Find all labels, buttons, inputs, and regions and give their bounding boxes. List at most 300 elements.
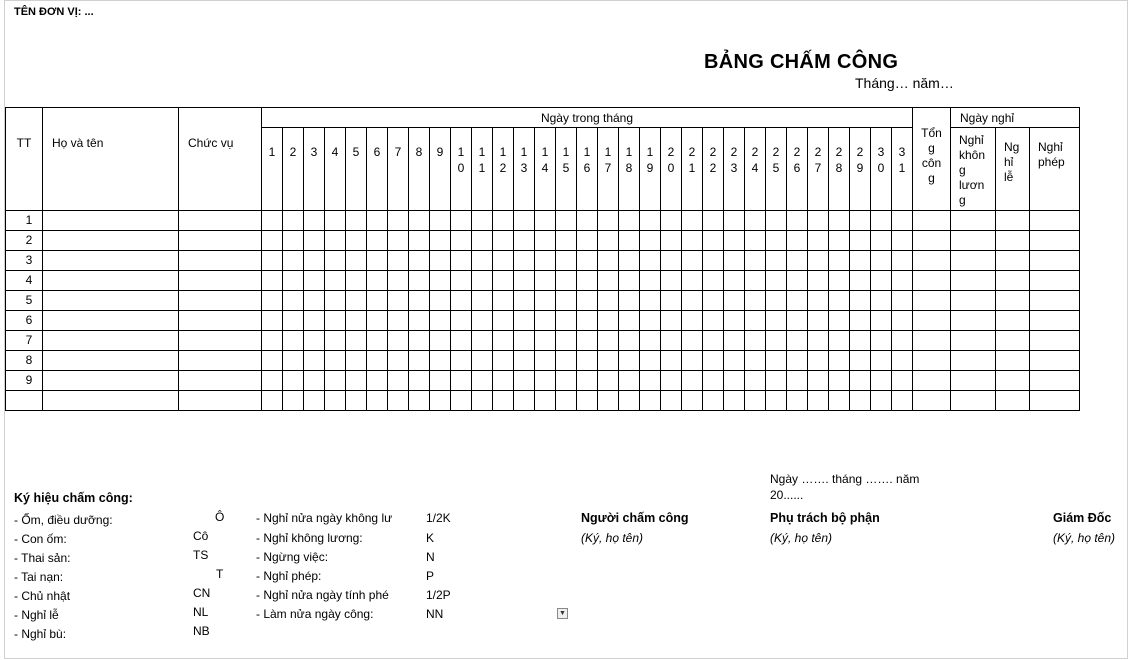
table-cell[interactable]	[450, 210, 472, 231]
table-cell[interactable]	[42, 350, 179, 371]
table-cell[interactable]	[345, 250, 367, 271]
table-cell[interactable]	[660, 230, 682, 251]
table-cell[interactable]	[42, 290, 179, 311]
table-cell[interactable]	[576, 310, 598, 331]
table-cell[interactable]	[597, 270, 619, 291]
table-cell[interactable]	[366, 210, 388, 231]
table-cell[interactable]	[702, 330, 724, 351]
table-cell[interactable]	[303, 390, 325, 411]
table-cell[interactable]	[786, 370, 808, 391]
table-cell[interactable]	[178, 330, 262, 351]
table-cell[interactable]	[870, 270, 892, 291]
table-cell[interactable]	[1029, 270, 1080, 291]
table-cell[interactable]	[681, 390, 703, 411]
table-cell[interactable]	[492, 350, 514, 371]
table-cell[interactable]	[681, 270, 703, 291]
table-cell[interactable]	[471, 370, 493, 391]
table-cell[interactable]	[618, 290, 640, 311]
table-cell[interactable]	[765, 310, 787, 331]
table-cell[interactable]	[534, 270, 556, 291]
table-cell[interactable]	[870, 370, 892, 391]
table-cell[interactable]	[261, 390, 283, 411]
table-cell[interactable]	[744, 210, 766, 231]
table-cell[interactable]	[471, 210, 493, 231]
table-cell[interactable]	[534, 250, 556, 271]
table-cell[interactable]	[576, 230, 598, 251]
table-cell[interactable]	[660, 390, 682, 411]
table-cell[interactable]	[639, 310, 661, 331]
table-cell[interactable]	[618, 370, 640, 391]
table-cell[interactable]	[681, 250, 703, 271]
table-cell[interactable]	[1029, 390, 1080, 411]
table-cell[interactable]	[950, 270, 996, 291]
table-cell[interactable]	[534, 210, 556, 231]
table-cell[interactable]	[702, 250, 724, 271]
table-cell[interactable]	[366, 230, 388, 251]
table-cell[interactable]	[681, 290, 703, 311]
table-cell[interactable]	[786, 230, 808, 251]
table-cell[interactable]	[950, 310, 996, 331]
table-cell[interactable]	[765, 370, 787, 391]
table-cell[interactable]	[995, 390, 1030, 411]
table-cell[interactable]	[534, 350, 556, 371]
table-cell[interactable]	[702, 370, 724, 391]
table-cell[interactable]	[639, 210, 661, 231]
table-cell[interactable]	[387, 390, 409, 411]
table-cell[interactable]	[912, 270, 951, 291]
table-cell[interactable]	[513, 250, 535, 271]
table-cell[interactable]	[765, 350, 787, 371]
table-cell[interactable]	[807, 370, 829, 391]
table-cell[interactable]	[639, 270, 661, 291]
table-cell[interactable]	[639, 390, 661, 411]
table-cell[interactable]	[471, 350, 493, 371]
table-cell[interactable]	[807, 390, 829, 411]
table-cell[interactable]	[282, 270, 304, 291]
table-cell[interactable]	[42, 270, 179, 291]
table-cell[interactable]	[849, 390, 871, 411]
table-cell[interactable]	[387, 290, 409, 311]
table-cell[interactable]	[534, 290, 556, 311]
table-cell[interactable]	[282, 390, 304, 411]
table-cell[interactable]	[387, 270, 409, 291]
table-cell[interactable]	[303, 270, 325, 291]
table-cell[interactable]	[429, 370, 451, 391]
table-cell[interactable]	[786, 250, 808, 271]
table-cell[interactable]	[744, 250, 766, 271]
table-cell[interactable]	[324, 230, 346, 251]
table-cell[interactable]	[303, 250, 325, 271]
table-cell[interactable]	[660, 370, 682, 391]
table-cell[interactable]	[618, 250, 640, 271]
table-cell[interactable]	[849, 270, 871, 291]
table-cell[interactable]	[387, 250, 409, 271]
table-cell[interactable]	[366, 250, 388, 271]
table-cell[interactable]	[597, 330, 619, 351]
table-cell[interactable]	[681, 210, 703, 231]
table-cell[interactable]	[1029, 290, 1080, 311]
table-cell[interactable]	[870, 350, 892, 371]
table-cell[interactable]	[492, 270, 514, 291]
table-cell[interactable]	[408, 210, 430, 231]
table-cell[interactable]	[345, 370, 367, 391]
table-cell[interactable]	[324, 290, 346, 311]
table-cell[interactable]	[744, 350, 766, 371]
table-cell[interactable]	[408, 250, 430, 271]
table-cell[interactable]	[282, 210, 304, 231]
table-cell[interactable]	[912, 290, 951, 311]
table-cell[interactable]	[765, 230, 787, 251]
table-cell[interactable]	[891, 290, 913, 311]
table-cell[interactable]	[744, 390, 766, 411]
table-cell[interactable]	[408, 230, 430, 251]
table-cell[interactable]	[912, 210, 951, 231]
table-cell[interactable]	[555, 330, 577, 351]
table-cell[interactable]	[723, 310, 745, 331]
table-cell[interactable]	[723, 330, 745, 351]
table-cell[interactable]	[786, 330, 808, 351]
table-cell[interactable]	[178, 350, 262, 371]
table-cell[interactable]	[765, 330, 787, 351]
table-cell[interactable]	[597, 390, 619, 411]
table-cell[interactable]	[471, 250, 493, 271]
table-cell[interactable]	[1029, 210, 1080, 231]
table-cell[interactable]	[786, 350, 808, 371]
table-cell[interactable]	[765, 290, 787, 311]
table-cell[interactable]	[828, 230, 850, 251]
table-cell[interactable]	[849, 210, 871, 231]
table-cell[interactable]	[345, 270, 367, 291]
table-cell[interactable]	[807, 270, 829, 291]
table-cell[interactable]	[744, 330, 766, 351]
table-cell[interactable]	[471, 310, 493, 331]
table-cell[interactable]	[366, 350, 388, 371]
table-cell[interactable]	[178, 310, 262, 331]
table-cell[interactable]	[178, 250, 262, 271]
table-cell[interactable]	[723, 230, 745, 251]
table-cell[interactable]	[261, 350, 283, 371]
table-cell[interactable]	[995, 310, 1030, 331]
table-cell[interactable]	[178, 370, 262, 391]
table-cell[interactable]	[513, 330, 535, 351]
table-cell[interactable]	[597, 370, 619, 391]
table-cell[interactable]	[42, 370, 179, 391]
table-cell[interactable]	[534, 310, 556, 331]
dropdown-arrow-icon[interactable]: ▼	[557, 608, 568, 619]
table-cell[interactable]	[42, 310, 179, 331]
table-cell[interactable]	[303, 330, 325, 351]
table-cell[interactable]	[261, 250, 283, 271]
table-cell[interactable]	[849, 330, 871, 351]
table-cell[interactable]	[345, 350, 367, 371]
table-cell[interactable]	[828, 290, 850, 311]
table-cell[interactable]	[618, 390, 640, 411]
table-cell[interactable]	[950, 230, 996, 251]
table-cell[interactable]	[450, 370, 472, 391]
table-cell[interactable]	[492, 230, 514, 251]
table-cell[interactable]	[513, 310, 535, 331]
table-cell[interactable]	[42, 210, 179, 231]
table-cell[interactable]	[345, 210, 367, 231]
table-cell[interactable]	[408, 390, 430, 411]
table-cell[interactable]	[870, 210, 892, 231]
table-cell[interactable]	[282, 290, 304, 311]
table-cell[interactable]	[1029, 230, 1080, 251]
table-cell[interactable]	[995, 250, 1030, 271]
table-cell[interactable]	[807, 210, 829, 231]
table-cell[interactable]	[723, 350, 745, 371]
table-cell[interactable]	[950, 350, 996, 371]
table-cell[interactable]	[555, 210, 577, 231]
table-cell[interactable]	[744, 370, 766, 391]
table-cell[interactable]	[387, 350, 409, 371]
table-cell[interactable]	[324, 330, 346, 351]
table-cell[interactable]	[618, 210, 640, 231]
table-cell[interactable]	[303, 310, 325, 331]
table-cell[interactable]	[702, 390, 724, 411]
table-cell[interactable]	[576, 370, 598, 391]
table-cell[interactable]	[828, 270, 850, 291]
table-cell[interactable]	[303, 210, 325, 231]
table-cell[interactable]	[324, 370, 346, 391]
table-cell[interactable]	[408, 270, 430, 291]
table-cell[interactable]	[42, 330, 179, 351]
table-cell[interactable]	[429, 330, 451, 351]
table-cell[interactable]	[42, 390, 179, 411]
table-cell[interactable]	[849, 370, 871, 391]
table-cell[interactable]	[995, 370, 1030, 391]
table-cell[interactable]	[178, 230, 262, 251]
table-cell[interactable]	[492, 390, 514, 411]
table-cell[interactable]	[261, 270, 283, 291]
table-cell[interactable]	[891, 310, 913, 331]
table-cell[interactable]	[807, 290, 829, 311]
table-cell[interactable]	[513, 270, 535, 291]
table-cell[interactable]	[891, 390, 913, 411]
table-cell[interactable]	[828, 210, 850, 231]
table-cell[interactable]	[555, 350, 577, 371]
table-cell[interactable]	[1029, 310, 1080, 331]
table-cell[interactable]	[408, 310, 430, 331]
table-cell[interactable]	[450, 250, 472, 271]
table-cell[interactable]	[891, 330, 913, 351]
table-cell[interactable]	[849, 290, 871, 311]
table-cell[interactable]	[261, 230, 283, 251]
table-cell[interactable]	[471, 230, 493, 251]
table-cell[interactable]	[660, 210, 682, 231]
table-cell[interactable]	[366, 390, 388, 411]
table-cell[interactable]	[492, 250, 514, 271]
table-cell[interactable]	[807, 230, 829, 251]
table-cell[interactable]	[450, 330, 472, 351]
table-cell[interactable]	[744, 230, 766, 251]
table-cell[interactable]	[282, 370, 304, 391]
table-cell[interactable]	[513, 290, 535, 311]
table-cell[interactable]	[345, 390, 367, 411]
table-cell[interactable]	[1029, 350, 1080, 371]
table-cell[interactable]	[555, 270, 577, 291]
table-cell[interactable]	[387, 330, 409, 351]
table-cell[interactable]	[42, 230, 179, 251]
table-cell[interactable]	[471, 290, 493, 311]
table-cell[interactable]	[492, 330, 514, 351]
table-cell[interactable]	[1029, 250, 1080, 271]
table-cell[interactable]	[723, 250, 745, 271]
table-cell[interactable]	[450, 310, 472, 331]
table-cell[interactable]	[891, 350, 913, 371]
table-cell[interactable]	[912, 310, 951, 331]
table-cell[interactable]	[912, 250, 951, 271]
table-cell[interactable]	[870, 290, 892, 311]
table-cell[interactable]	[950, 210, 996, 231]
table-cell[interactable]	[828, 370, 850, 391]
table-cell[interactable]	[534, 330, 556, 351]
table-cell[interactable]	[324, 210, 346, 231]
table-cell[interactable]	[891, 250, 913, 271]
table-cell[interactable]	[786, 210, 808, 231]
table-cell[interactable]	[660, 270, 682, 291]
table-cell[interactable]	[555, 390, 577, 411]
table-cell[interactable]	[765, 270, 787, 291]
table-cell[interactable]	[576, 210, 598, 231]
table-cell[interactable]	[450, 230, 472, 251]
table-cell[interactable]	[555, 370, 577, 391]
table-cell[interactable]	[618, 350, 640, 371]
table-cell[interactable]	[492, 210, 514, 231]
table-cell[interactable]	[786, 270, 808, 291]
table-cell[interactable]	[429, 390, 451, 411]
table-cell[interactable]	[870, 310, 892, 331]
table-cell[interactable]	[429, 250, 451, 271]
table-cell[interactable]	[723, 270, 745, 291]
table-cell[interactable]	[261, 370, 283, 391]
table-cell[interactable]	[702, 290, 724, 311]
table-cell[interactable]	[744, 310, 766, 331]
table-cell[interactable]	[555, 230, 577, 251]
table-cell[interactable]	[618, 270, 640, 291]
table-cell[interactable]	[408, 370, 430, 391]
table-cell[interactable]	[618, 330, 640, 351]
table-cell[interactable]	[950, 290, 996, 311]
table-cell[interactable]	[261, 290, 283, 311]
table-cell[interactable]	[261, 330, 283, 351]
table-cell[interactable]	[702, 270, 724, 291]
table-cell[interactable]	[534, 230, 556, 251]
table-cell[interactable]	[681, 230, 703, 251]
table-cell[interactable]	[702, 350, 724, 371]
table-cell[interactable]	[387, 230, 409, 251]
table-cell[interactable]	[807, 350, 829, 371]
table-cell[interactable]	[639, 330, 661, 351]
table-cell[interactable]	[324, 390, 346, 411]
table-cell[interactable]	[995, 290, 1030, 311]
table-cell[interactable]	[576, 350, 598, 371]
table-cell[interactable]	[387, 370, 409, 391]
table-cell[interactable]	[324, 310, 346, 331]
table-cell[interactable]	[870, 230, 892, 251]
table-cell[interactable]	[492, 290, 514, 311]
table-cell[interactable]	[513, 230, 535, 251]
table-cell[interactable]	[366, 290, 388, 311]
table-cell[interactable]	[513, 370, 535, 391]
table-cell[interactable]	[723, 210, 745, 231]
table-cell[interactable]	[723, 390, 745, 411]
table-cell[interactable]	[870, 330, 892, 351]
table-cell[interactable]	[408, 330, 430, 351]
table-cell[interactable]	[366, 310, 388, 331]
table-cell[interactable]	[681, 310, 703, 331]
table-cell[interactable]	[303, 290, 325, 311]
table-cell[interactable]	[618, 310, 640, 331]
table-cell[interactable]	[660, 250, 682, 271]
table-cell[interactable]	[849, 350, 871, 371]
table-cell[interactable]	[912, 350, 951, 371]
table-cell[interactable]	[828, 350, 850, 371]
table-cell[interactable]	[891, 370, 913, 391]
table-cell[interactable]	[891, 210, 913, 231]
table-cell[interactable]	[828, 250, 850, 271]
table-cell[interactable]	[597, 250, 619, 271]
table-cell[interactable]	[387, 210, 409, 231]
table-cell[interactable]	[912, 230, 951, 251]
table-cell[interactable]	[702, 310, 724, 331]
table-cell[interactable]	[492, 310, 514, 331]
table-cell[interactable]	[870, 250, 892, 271]
table-cell[interactable]	[261, 310, 283, 331]
table-cell[interactable]	[282, 250, 304, 271]
table-cell[interactable]	[681, 370, 703, 391]
table-cell[interactable]	[849, 310, 871, 331]
table-cell[interactable]	[450, 290, 472, 311]
table-cell[interactable]	[282, 310, 304, 331]
table-cell[interactable]	[303, 370, 325, 391]
table-cell[interactable]	[950, 390, 996, 411]
table-cell[interactable]	[429, 270, 451, 291]
table-cell[interactable]	[723, 290, 745, 311]
table-cell[interactable]	[450, 350, 472, 371]
table-cell[interactable]	[870, 390, 892, 411]
table-cell[interactable]	[576, 290, 598, 311]
table-cell[interactable]	[429, 310, 451, 331]
table-cell[interactable]	[178, 290, 262, 311]
table-cell[interactable]	[807, 250, 829, 271]
table-cell[interactable]	[366, 270, 388, 291]
table-cell[interactable]	[387, 310, 409, 331]
table-cell[interactable]	[681, 330, 703, 351]
table-cell[interactable]	[912, 330, 951, 351]
table-cell[interactable]	[42, 250, 179, 271]
table-cell[interactable]	[178, 270, 262, 291]
table-cell[interactable]	[723, 370, 745, 391]
table-cell[interactable]	[303, 230, 325, 251]
table-cell[interactable]	[681, 350, 703, 371]
table-cell[interactable]	[324, 350, 346, 371]
table-cell[interactable]	[429, 230, 451, 251]
table-cell[interactable]	[660, 290, 682, 311]
table-cell[interactable]	[555, 290, 577, 311]
table-cell[interactable]	[950, 250, 996, 271]
table-cell[interactable]	[282, 330, 304, 351]
table-cell[interactable]	[912, 370, 951, 391]
table-cell[interactable]	[555, 250, 577, 271]
table-cell[interactable]	[702, 230, 724, 251]
table-cell[interactable]	[261, 210, 283, 231]
table-cell[interactable]	[597, 290, 619, 311]
table-cell[interactable]	[450, 390, 472, 411]
table-cell[interactable]	[828, 330, 850, 351]
table-cell[interactable]	[450, 270, 472, 291]
table-cell[interactable]	[345, 230, 367, 251]
